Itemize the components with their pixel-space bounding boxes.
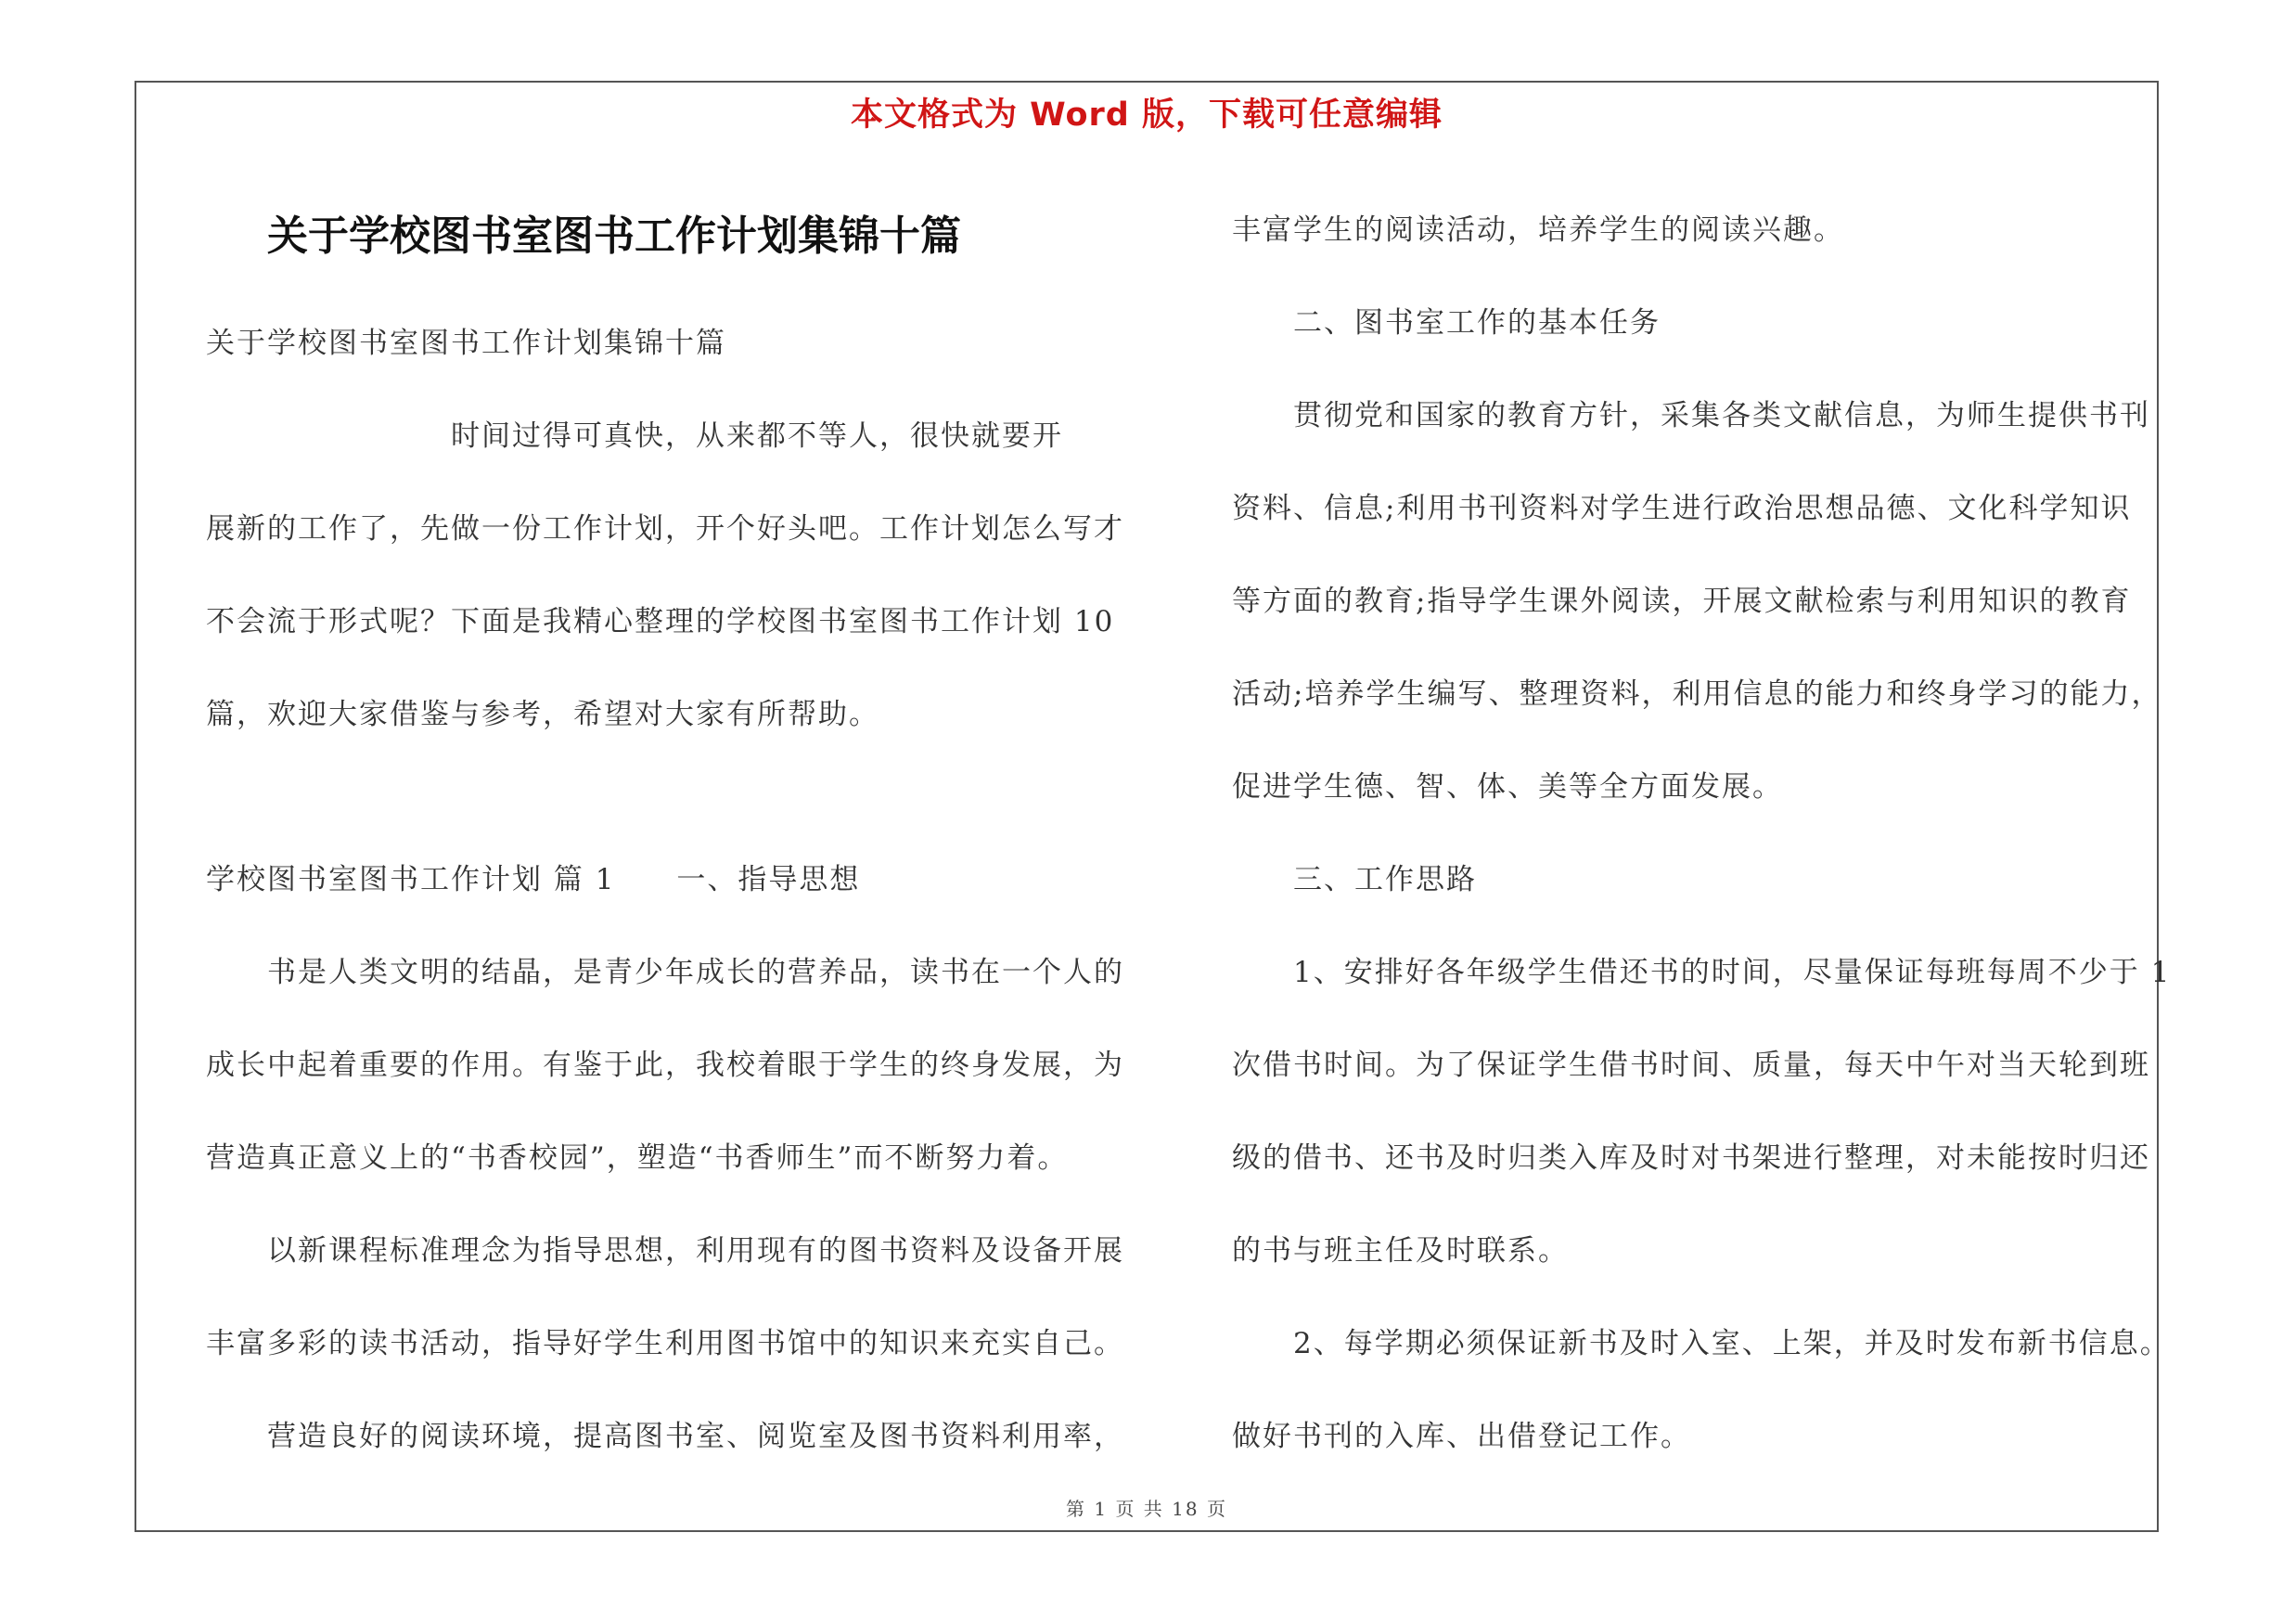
paragraph-line: 的书与班主任及时联系。	[1232, 1234, 1569, 1268]
paragraph-line: 级的借书、还书及时归类入库及时对书架进行整理，对未能按时归还	[1232, 1141, 2150, 1175]
paragraph-line: 2、每学期必须保证新书及时入室、上架，并及时发布新书信息。	[1232, 1327, 2171, 1360]
spacer	[206, 761, 1143, 833]
paragraph-line: 时间过得可真快，从来都不等人，很快就要开	[206, 419, 1063, 453]
paragraph-line: 书是人类文明的结晶，是青少年成长的营养品，读书在一个人的	[206, 956, 1124, 989]
spacer	[206, 269, 1143, 297]
paragraph-line: 不会流于形式呢？下面是我精心整理的学校图书室图书工作计划 10	[206, 605, 1115, 638]
paragraph-line: 促进学生德、智、体、美等全方面发展。	[1232, 770, 1783, 804]
paragraph-line: 贯彻党和国家的教育方针，采集各类文献信息，为师生提供书刊	[1232, 399, 2150, 432]
paragraph-line: 丰富学生的阅读活动，培养学生的阅读兴趣。	[1232, 213, 1844, 247]
paragraph-line: 营造真正意义上的“书香校园”，塑造“书香师生”而不断努力着。	[206, 1141, 1069, 1175]
section-heading-line: 二、图书室工作的基本任务	[1232, 306, 1661, 340]
paragraph-line: 展新的工作了，先做一份工作计划，开个好头吧。工作计划怎么写才	[206, 512, 1124, 546]
section-heading-line: 学校图书室图书工作计划 篇 1 一、指导思想	[206, 863, 861, 896]
section-heading-line: 三、工作思路	[1232, 863, 1477, 896]
document-title: 关于学校图书室图书工作计划集锦十篇	[267, 213, 961, 260]
paragraph-line: 资料、信息;利用书刊资料对学生进行政治思想品德、文化科学知识	[1232, 492, 2132, 525]
paragraph-line: 等方面的教育;指导学生课外阅读，开展文献检索与利用知识的教育	[1232, 585, 2132, 618]
paragraph-line: 成长中起着重要的作用。有鉴于此，我校着眼于学生的终身发展，为	[206, 1049, 1124, 1082]
paragraph-line: 营造良好的阅读环境，提高图书室、阅览室及图书资料利用率，	[206, 1420, 1124, 1453]
paragraph-line: 活动;培养学生编写、整理资料，利用信息的能力和终身学习的能力，	[1232, 677, 2162, 711]
paragraph-line: 1、安排好各年级学生借还书的时间，尽量保证每班每周不少于 1	[1232, 956, 2172, 989]
paragraph-line: 丰富多彩的读书活动，指导好学生利用图书馆中的知识来充实自己。	[206, 1327, 1124, 1360]
left-column	[206, 204, 1143, 1483]
paragraph-line: 以新课程标准理念为指导思想，利用现有的图书资料及设备开展	[206, 1234, 1124, 1268]
page-number-footer: 第 1 页 共 18 页	[1066, 1498, 1227, 1520]
right-column	[1232, 184, 2172, 1483]
paragraph-line: 做好书刊的入库、出借登记工作。	[1232, 1420, 1691, 1453]
paragraph-line: 关于学校图书室图书工作计划集锦十篇	[206, 327, 726, 360]
paragraph-line: 次借书时间。为了保证学生借书时间、质量，每天中午对当天轮到班	[1232, 1049, 2150, 1082]
paragraph-line: 篇，欢迎大家借鉴与参考，希望对大家有所帮助。	[206, 698, 879, 731]
format-banner: 本文格式为 Word 版，下载可任意编辑	[850, 97, 1443, 134]
